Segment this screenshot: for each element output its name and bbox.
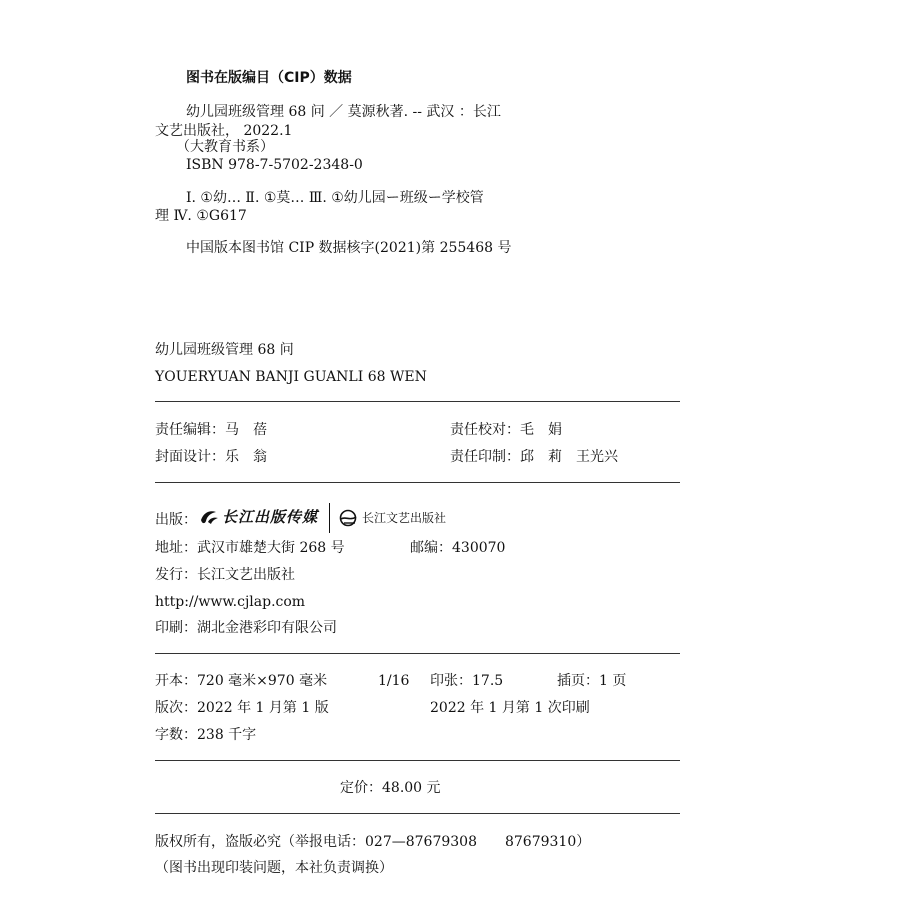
logo-separator (329, 503, 330, 533)
cover-name: 乐 翁 (225, 449, 267, 465)
proofreader-label: 责任校对： (450, 422, 520, 438)
editor-name: 马 蓓 (225, 422, 267, 438)
printing-names: 邱 莉 王光兴 (520, 449, 618, 465)
cip-line-subjects: Ⅰ. ①幼… Ⅱ. ①莫… Ⅲ. ①幼儿园ー班级ー学校管 (186, 190, 484, 206)
format-spec: 开本：720 毫米×970 毫米 (155, 673, 328, 689)
publisher-website: http://www.cjlap.com (155, 594, 306, 610)
publisher-group-logo-text: 长江出版传媒 (222, 508, 319, 526)
cip-line-class: 理 Ⅳ. ①G617 (155, 208, 247, 224)
cip-heading: 图书在版编目（CIP）数据 (186, 70, 352, 86)
publisher-address: 地址：武汉市雄楚大街 268 号 (155, 540, 345, 556)
word-count-spec: 字数：238 千字 (155, 727, 257, 743)
publisher-press-logo-text: 长江文艺出版社 (362, 511, 447, 525)
plates-spec: 插页：1 页 (557, 673, 627, 689)
sheets-spec: 印张：17.5 (430, 673, 504, 689)
press-logo-icon (337, 508, 359, 528)
publisher-postcode: 邮编：430070 (410, 540, 506, 556)
price: 定价：48.00 元 (340, 780, 441, 796)
book-title-cn: 幼儿园班级管理 68 问 (155, 342, 294, 358)
divider (155, 813, 680, 814)
cip-line-record: 中国版本图书馆 CIP 数据核字(2021)第 255468 号 (186, 240, 512, 256)
printing-manager-line (450, 450, 618, 464)
printing-defect-notice: （图书出现印装问题，本社负责调换） (155, 860, 393, 876)
impression-spec: 2022 年 1 月第 1 次印刷 (430, 700, 590, 716)
cover-designer-line (155, 450, 267, 464)
divider (155, 401, 680, 402)
printer-line: 印刷：湖北金港彩印有限公司 (155, 620, 337, 636)
distributor-line: 发行：长江文艺出版社 (155, 567, 295, 583)
cover-label: 封面设计： (155, 449, 225, 465)
fold-spec: 1/16 (378, 673, 410, 689)
printing-label: 责任印制： (450, 449, 520, 465)
divider (155, 482, 680, 483)
cip-line-series: （大教育书系） (176, 139, 274, 155)
publisher-label: 出版： (155, 512, 197, 528)
edition-spec: 版次：2022 年 1 月第 1 版 (155, 700, 329, 716)
book-title-pinyin: YOUERYUAN BANJI GUANLI 68 WEN (155, 369, 427, 385)
changjiang-wave-icon (198, 506, 220, 528)
proofreader-line (450, 423, 562, 437)
cip-line-title: 幼儿园班级管理 68 问 ／ 莫源秋著. -- 武汉 ：长江 (186, 104, 501, 120)
editor-label: 责任编辑： (155, 422, 225, 438)
proofreader-name: 毛 娟 (520, 422, 562, 438)
cip-line-publisher: 文艺出版社， 2022.1 (155, 123, 293, 139)
divider (155, 760, 680, 761)
divider (155, 653, 680, 654)
cip-line-isbn: ISBN 978-7-5702-2348-0 (186, 157, 363, 173)
editor-line (155, 423, 267, 437)
copyright-notice: 版权所有，盗版必究（举报电话：027—87679308 87679310） (155, 834, 591, 850)
